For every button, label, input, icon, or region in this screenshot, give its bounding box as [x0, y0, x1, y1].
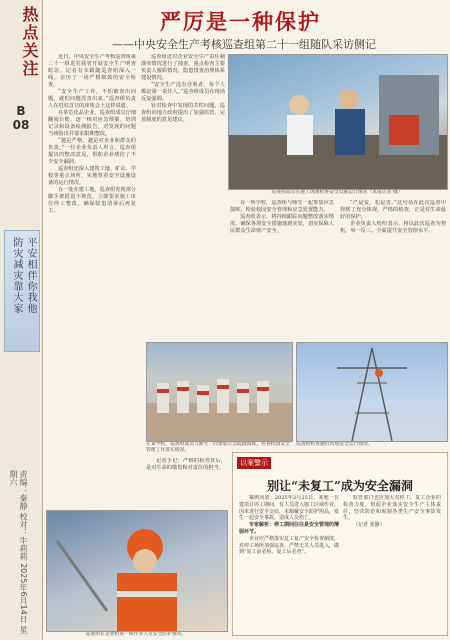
- photo-students-illustration: [147, 343, 292, 441]
- notice-title: 别让“未复工”成为安全漏洞: [267, 479, 413, 493]
- notice-box: [232, 452, 448, 636]
- photo-worker-illustration: [47, 511, 227, 631]
- photo-caption-worker: 巡查组在企业检查一线作业人员安全防护情况。: [85, 632, 187, 637]
- article-headline: 严厉是一种保护: [160, 9, 321, 34]
- paragraph: 巡查组还深入建筑工地、矿山、学校等重点场所，实地察看安全设施设备的运行情况。: [48, 166, 136, 186]
- page-number: [2, 104, 40, 132]
- paragraph: 在一处在建工地，巡查组发现部分脚手架搭设不规范，立即要求施工单位停工整改，确保隐患清零后再复工。: [48, 187, 136, 214]
- text-column-3: [230, 200, 334, 338]
- notice-paragraph: （记者 张静）: [353, 522, 385, 529]
- paragraph: 在一所学校，巡查组与师生一起参加应急演练，检验校园安全管理和应急处置能力。: [230, 200, 334, 213]
- paragraph: 巡查组还对企业安全生产责任制落实情况进行了抽查，重点检查主要负责人履职情况、隐患排查治理体系建设情况。: [141, 54, 225, 81]
- article-subheadline: ——中央安全生产考核巡查组第二十一组随队采访侧记: [112, 38, 376, 51]
- paragraph: 在某危化品企业，巡查组成员仔细翻阅台账，逐一核对应急预案、培训记录和设备检测报告，对发现的问题当场指出并要求限期整改。: [48, 110, 136, 137]
- notice-column-2: [343, 495, 441, 631]
- photo-worker: [46, 510, 228, 632]
- page-letter: B: [16, 104, 26, 118]
- section-title: 热点关注: [20, 6, 39, 78]
- paragraph: 近日，中央安全生产考核巡查组第二十一组进驻我省开展安全生产明查暗访。记者有幸跟随巡查组深入一线，亲历了一场严格细致的安全检查。: [48, 54, 136, 88]
- photo-caption-students: 在某学校，巡查组成员与师生一同参加应急疏散演练，检查校园安全管理工作落实情况。: [146, 442, 290, 453]
- photo-inspection: [228, 54, 448, 190]
- notice-tag: 以案警示: [237, 457, 271, 469]
- text-column-5: [146, 458, 226, 510]
- text-column-4: [340, 200, 446, 338]
- slogan-line-2: 平安相伴你我他: [25, 237, 36, 314]
- notice-paragraph: 案例回放：2025年2月25日，某地一在建项目停工期间，有人员进入施工区域作业，因未进行安全交底、未佩戴安全防护用品，发生一起安全事故，造成人员伤亡。: [239, 495, 339, 522]
- photo-tower: [296, 342, 448, 442]
- text-column-2: [141, 54, 225, 338]
- paragraph: “越是严格，越是对企业和群众的负责。”一位企业负责人坦言，巡查组提出的整改意见，帮助企业堵住了不少安全漏洞。: [48, 138, 136, 165]
- photo-tower-illustration: [297, 343, 447, 441]
- paragraph: 记者手记：严格的检查背后，是对生命的敬畏和对责任的担当。: [146, 458, 226, 471]
- notice-qa: 专家解析：停工期间往往是安全管理的薄弱环节。: [239, 522, 339, 535]
- paragraph: 巡查组表示，将持续跟踪问题整改落实情况，确保各项安全措施落到实处，切实保障人民群众生命财产安全。: [230, 214, 334, 234]
- photo-inspection-illustration: [229, 55, 447, 189]
- paragraph: “安全生产工作，不怕被查出问题，就怕问题没查出来。”巡查组负责人在进驻首日的座谈会上这样说道。: [48, 89, 136, 109]
- left-sidebar: [0, 0, 43, 640]
- photo-caption-main: 巡查组成员在施工现场检查安全设施运行情况（本报记者 摄）: [271, 190, 403, 195]
- photo-students: [146, 342, 293, 442]
- slogan-line-1: 防灾减灾靠大家: [11, 237, 22, 314]
- paragraph: 针对检查中发现的共性问题，巡查组向地方政府提出了加强监管、完善制度的意见建议。: [141, 103, 225, 123]
- notice-paragraph: 监管部门也应加大对停工、复工企业的检查力度，督促企业落实安全生产主体责任，坚决防范和遏制各类生产安全事故发生。: [343, 495, 441, 522]
- slogan-banner: [4, 230, 40, 352]
- text-column-1: [48, 54, 136, 504]
- page-num: 08: [12, 118, 30, 132]
- paragraph: 企业负责人纷纷表示，将以此次巡查为契机，举一反三，全面提升安全管理水平。: [340, 221, 446, 234]
- photo-caption-tower: 巡查组检查通信铁塔安全运行情况。: [296, 442, 373, 447]
- edition-info: 责编：秦静 校对：牛莉莉 2025年6月14日 星期六: [9, 470, 28, 634]
- notice-paragraph: 企业应严格落实复工复产安全检查制度，对停工场所加强巡查，严禁无关人员进入，做到“复工前必检、复工后必查”。: [239, 535, 339, 556]
- paragraph: “严是爱，松是害。”这句话在此次巡查中得到了充分体现。严格的检查，正是对生命最好的保护。: [340, 200, 446, 220]
- notice-column-1: [239, 495, 339, 631]
- paragraph: “安全生产没有旁观者，每个人都是第一责任人。”巡查组成员在现场反复强调。: [141, 82, 225, 102]
